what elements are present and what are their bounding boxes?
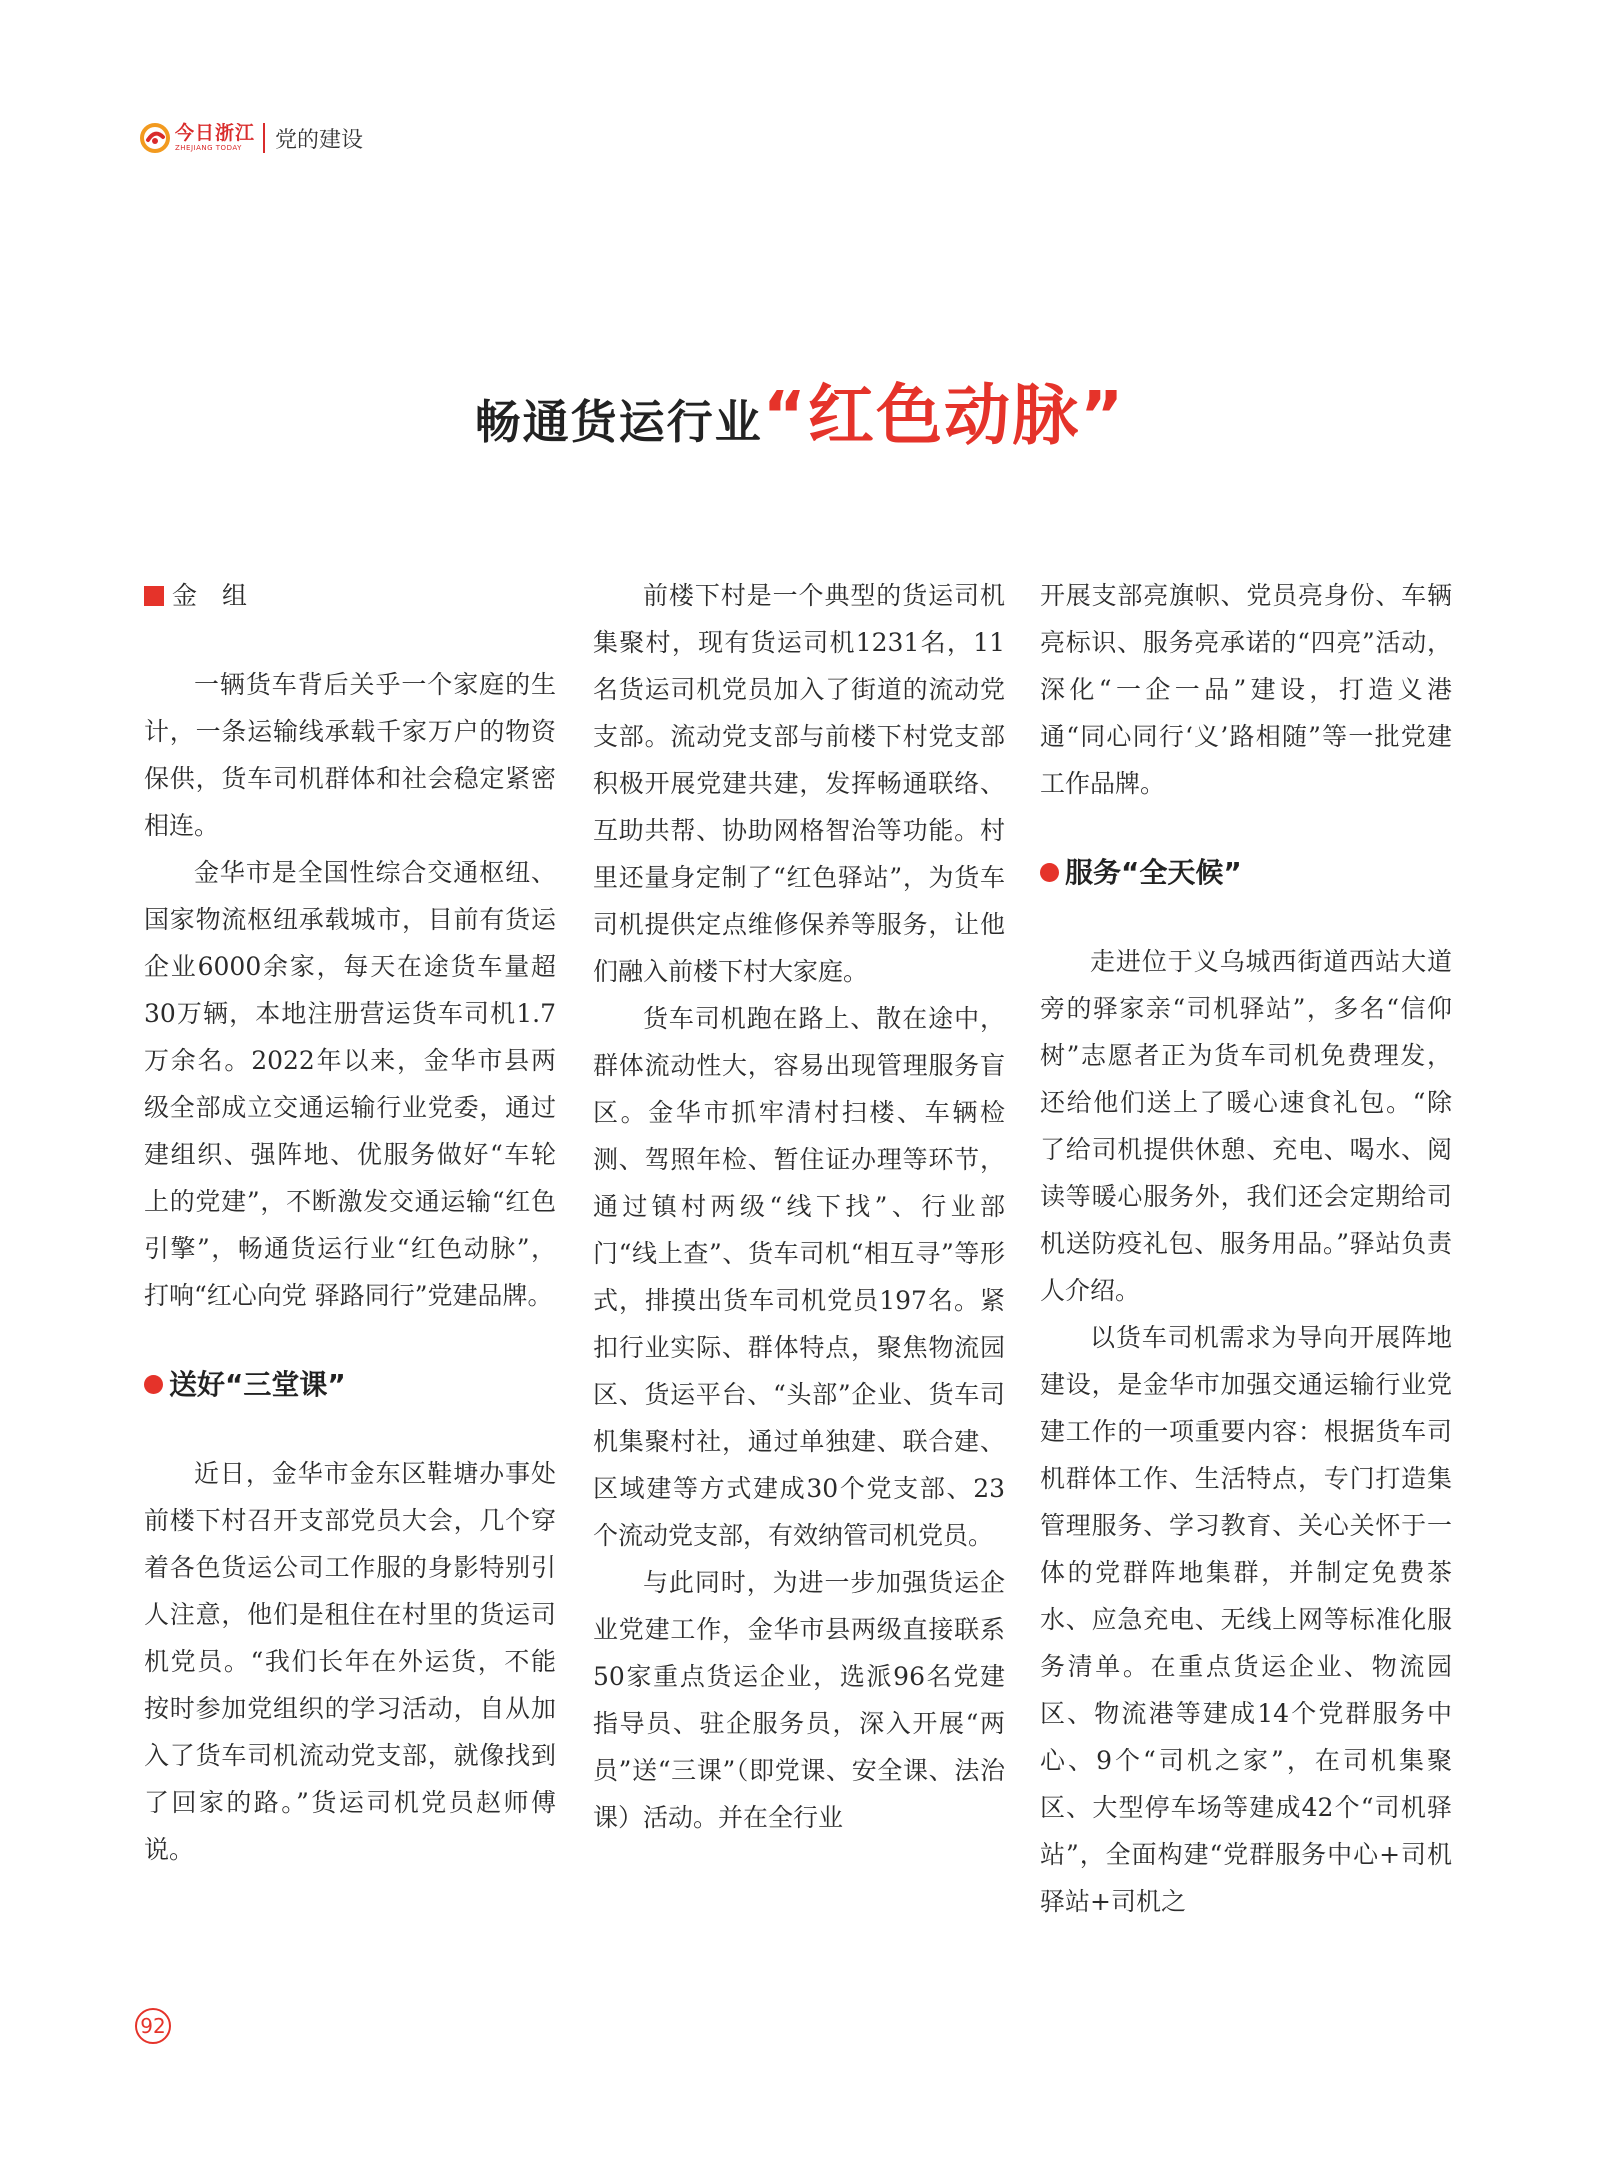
header-divider: [263, 123, 265, 153]
paragraph: 金华市是全国性综合交通枢纽、国家物流枢纽承载城市，目前有货运企业6000余家，每天在途货车量超30万辆，本地注册营运货车司机1.7万余名。2022年以来，金华市县两级全部成立交通运输行业党委，通过建组织、强阵地、优服务做好“车轮上的党建”，不断激发交通运输“红色引擎”，畅通货运行业“红色动脉”，打响“红心向党 驿路同行”党建品牌。: [144, 858, 556, 1310]
paragraph: 开展支部亮旗帜、党员亮身份、车辆亮标识、服务亮承诺的“四亮”活动，深化“一企一品”建设，打造义港通“同心同行‘义’路相随”等一批党建工作品牌。: [1040, 581, 1452, 798]
subhead: [144, 1361, 556, 1408]
red-square-icon: [144, 586, 164, 606]
logo-english-text: ZHEJIANG TODAY: [175, 144, 242, 152]
section-name: 党的建设: [275, 127, 364, 153]
paragraph: 走进位于义乌城西街道西站大道旁的驿家亲“司机驿站”，多名“信仰树”志愿者正为货车司机免费理发，还给他们送上了暖心速食礼包。“除了给司机提供休憩、充电、喝水、阅读等暖心服务外，我们还会定期给司机送防疫礼包、服务用品。”驿站负责人介绍。: [1040, 947, 1452, 1305]
author-line: [144, 572, 556, 619]
paragraph: 货车司机跑在路上、散在途中，群体流动性大，容易出现管理服务盲区。金华市抓牢清村扫楼、车辆检测、驾照年检、暂住证办理等环节，通过镇村两级“线下找”、行业部门“线上查”、货车司机“相互寻”等形式，排摸出货车司机党员197名。紧扣行业实际、群体特点，聚焦物流园区、货运平台、“头部”企业、货车司机集聚村社，通过单独建、联合建、区域建等方式建成30个党支部、23个流动党支部，有效纳管司机党员。: [593, 1004, 1005, 1550]
subhead-text: 服务“全天候”: [1065, 856, 1242, 889]
title-main: 畅通货运行业: [474, 395, 763, 449]
logo-swirl-icon: [140, 123, 170, 153]
subhead-text: 送好“三堂课”: [169, 1368, 346, 1401]
column-3: [1040, 572, 1452, 1925]
title-highlight: “红色动脉”: [762, 377, 1126, 454]
red-dot-icon: [144, 1375, 163, 1394]
paragraph: 与此同时，为进一步加强货运企业党建工作，金华市县两级直接联系50家重点货运企业，选派96名党建指导员、驻企服务员，深入开展“两员”送“三课”（即党课、安全课、法治课）活动。并在全行业: [593, 1568, 1005, 1832]
column-1: [144, 572, 556, 1873]
column-2: [593, 572, 1005, 1841]
paragraph: 前楼下村是一个典型的货运司机集聚村，现有货运司机1231名，11名货运司机党员加入了街道的流动党支部。流动党支部与前楼下村党支部积极开展党建共建，发挥畅通联络、互助共帮、协助网格智治等功能。村里还量身定制了“红色驿站”，为货车司机提供定点维修保养等服务，让他们融入前楼下村大家庭。: [593, 581, 1005, 986]
paragraph: 近日，金华市金东区鞋塘办事处前楼下村召开支部党员大会，几个穿着各色货运公司工作服的身影特别引人注意，他们是租住在村里的货运司机党员。“我们长年在外运货，不能按时参加党组织的学习活动，自从加入了货车司机流动党支部，就像找到了回家的路。”货运司机党员赵师傅说。: [144, 1459, 556, 1864]
page-number: 92: [135, 2008, 171, 2044]
magazine-logo: [140, 123, 255, 153]
subhead: [1040, 849, 1452, 896]
article-title: [0, 362, 1600, 457]
paragraph: 一辆货车背后关乎一个家庭的生计，一条运输线承载千家万户的物资保供，货车司机群体和社会稳定紧密相连。: [144, 670, 556, 840]
logo-chinese-text: 今日浙江: [175, 122, 256, 144]
page-header: [140, 118, 363, 158]
author-name: 金 组: [172, 581, 248, 610]
red-dot-icon: [1040, 863, 1059, 882]
paragraph: 以货车司机需求为导向开展阵地建设，是金华市加强交通运输行业党建工作的一项重要内容：根据货车司机群体工作、生活特点，专门打造集管理服务、学习教育、关心关怀于一体的党群阵地集群，并制定免费茶水、应急充电、无线上网等标准化服务清单。在重点货运企业、物流园区、物流港等建成14个党群服务中心、9个“司机之家”，在司机集聚区、大型停车场等建成42个“司机驿站”，全面构建“党群服务中心+司机驿站+司机之: [1040, 1323, 1452, 1916]
